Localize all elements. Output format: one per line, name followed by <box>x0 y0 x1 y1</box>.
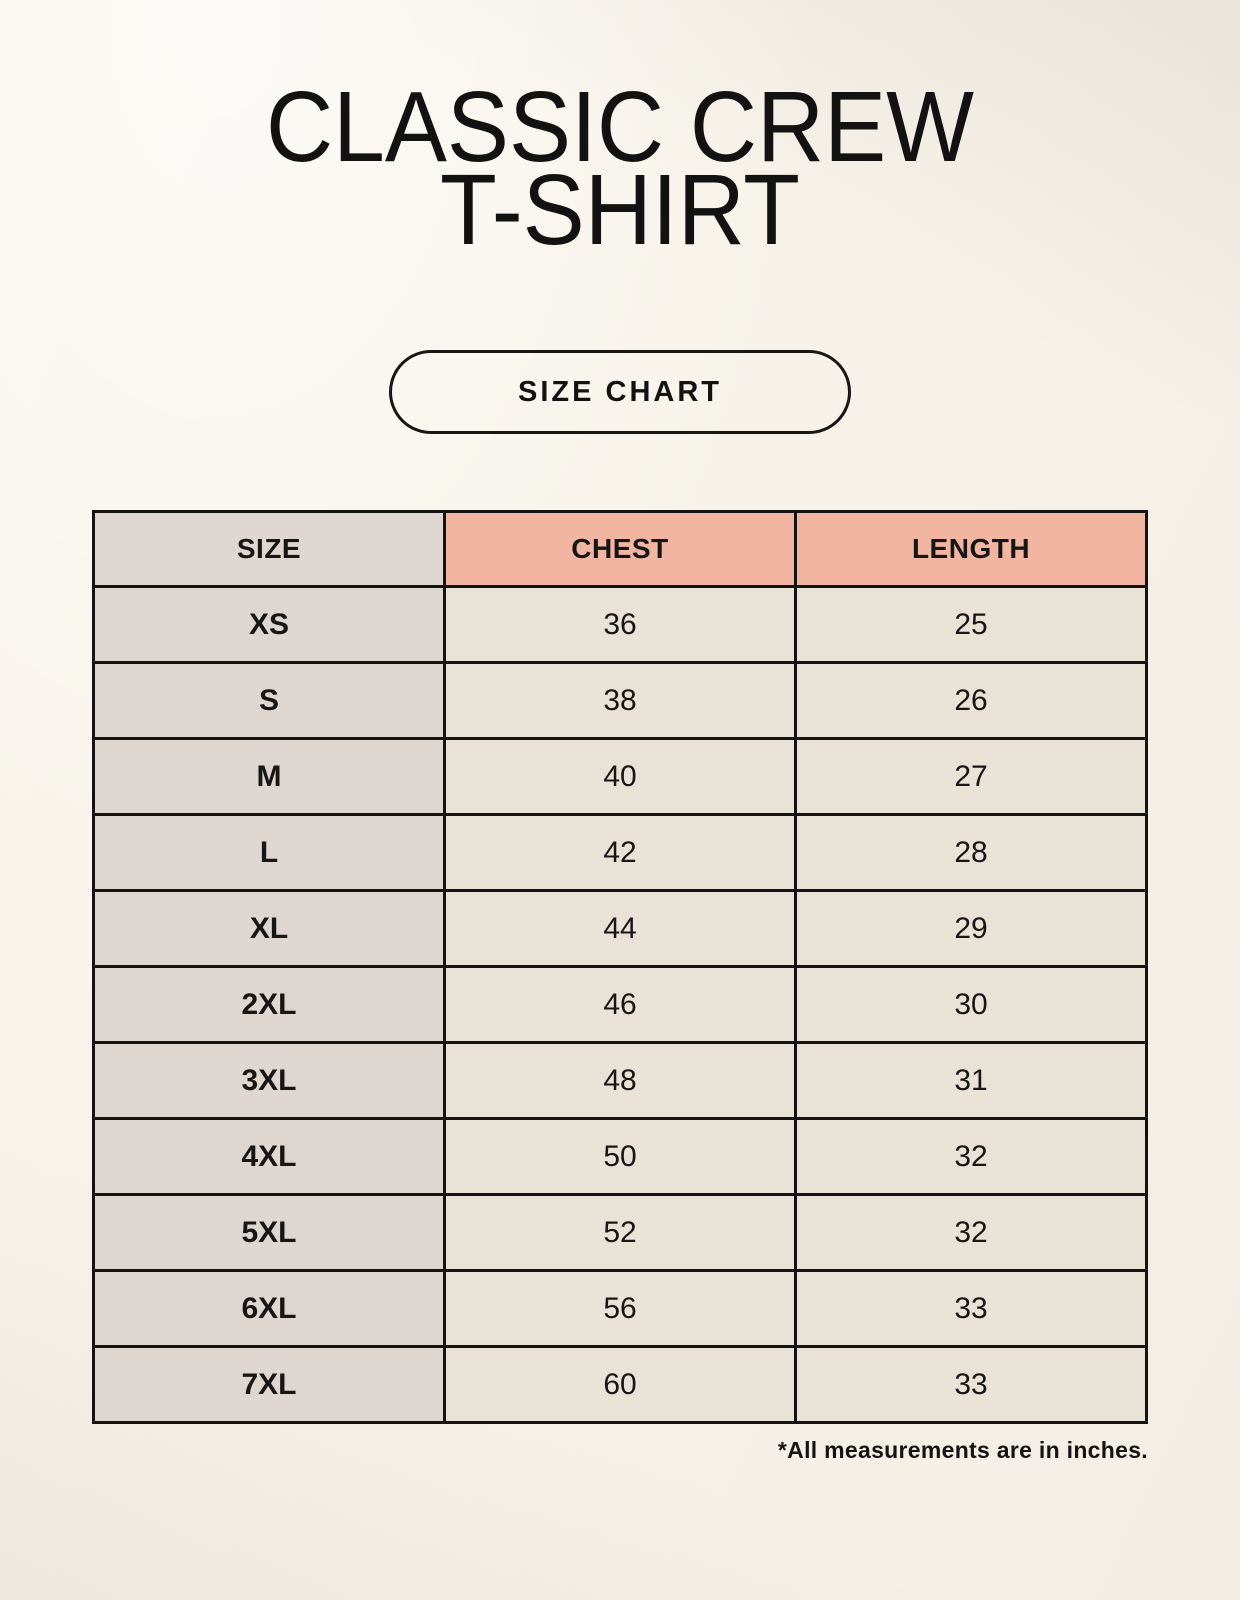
table-row <box>94 587 1147 663</box>
header-cell-length: LENGTH <box>796 512 1147 587</box>
size-chart-table <box>92 510 1148 1424</box>
chest-cell: 38 <box>445 663 796 739</box>
header-cell-chest: CHEST <box>445 512 796 587</box>
chest-cell: 42 <box>445 815 796 891</box>
page-title <box>43 71 1196 266</box>
table-row <box>94 739 1147 815</box>
size-cell: S <box>94 663 445 739</box>
length-cell: 32 <box>796 1119 1147 1195</box>
table-header-row <box>94 512 1147 587</box>
chest-cell: 56 <box>445 1271 796 1347</box>
chest-cell: 48 <box>445 1043 796 1119</box>
length-cell: 27 <box>796 739 1147 815</box>
page-title-line-1: CLASSIC CREW <box>266 71 974 183</box>
table-row <box>94 1043 1147 1119</box>
table-row <box>94 663 1147 739</box>
length-cell: 29 <box>796 891 1147 967</box>
length-cell: 26 <box>796 663 1147 739</box>
chest-cell: 46 <box>445 967 796 1043</box>
table-row <box>94 1119 1147 1195</box>
table-row <box>94 1195 1147 1271</box>
measurements-footnote: *All measurements are in inches. <box>777 1437 1148 1463</box>
length-cell: 33 <box>796 1347 1147 1423</box>
table-row <box>94 891 1147 967</box>
size-cell: 4XL <box>94 1119 445 1195</box>
badge-container <box>0 350 1240 434</box>
length-cell: 28 <box>796 815 1147 891</box>
table-row <box>94 815 1147 891</box>
size-chart-badge[interactable]: SIZE CHART <box>389 350 851 434</box>
size-cell: 5XL <box>94 1195 445 1271</box>
size-cell: XL <box>94 891 445 967</box>
size-cell: 7XL <box>94 1347 445 1423</box>
size-cell: L <box>94 815 445 891</box>
size-cell: 2XL <box>94 967 445 1043</box>
chest-cell: 52 <box>445 1195 796 1271</box>
chest-cell: 44 <box>445 891 796 967</box>
chest-cell: 50 <box>445 1119 796 1195</box>
header-cell-size: SIZE <box>94 512 445 587</box>
size-cell: 3XL <box>94 1043 445 1119</box>
table-row <box>94 967 1147 1043</box>
size-cell: XS <box>94 587 445 663</box>
length-cell: 32 <box>796 1195 1147 1271</box>
chest-cell: 40 <box>445 739 796 815</box>
length-cell: 33 <box>796 1271 1147 1347</box>
size-cell: 6XL <box>94 1271 445 1347</box>
size-cell: M <box>94 739 445 815</box>
table-row <box>94 1347 1147 1423</box>
chest-cell: 36 <box>445 587 796 663</box>
table-row <box>94 1271 1147 1347</box>
length-cell: 25 <box>796 587 1147 663</box>
chest-cell: 60 <box>445 1347 796 1423</box>
length-cell: 30 <box>796 967 1147 1043</box>
length-cell: 31 <box>796 1043 1147 1119</box>
page-title-line-2: T-SHIRT <box>440 154 800 266</box>
